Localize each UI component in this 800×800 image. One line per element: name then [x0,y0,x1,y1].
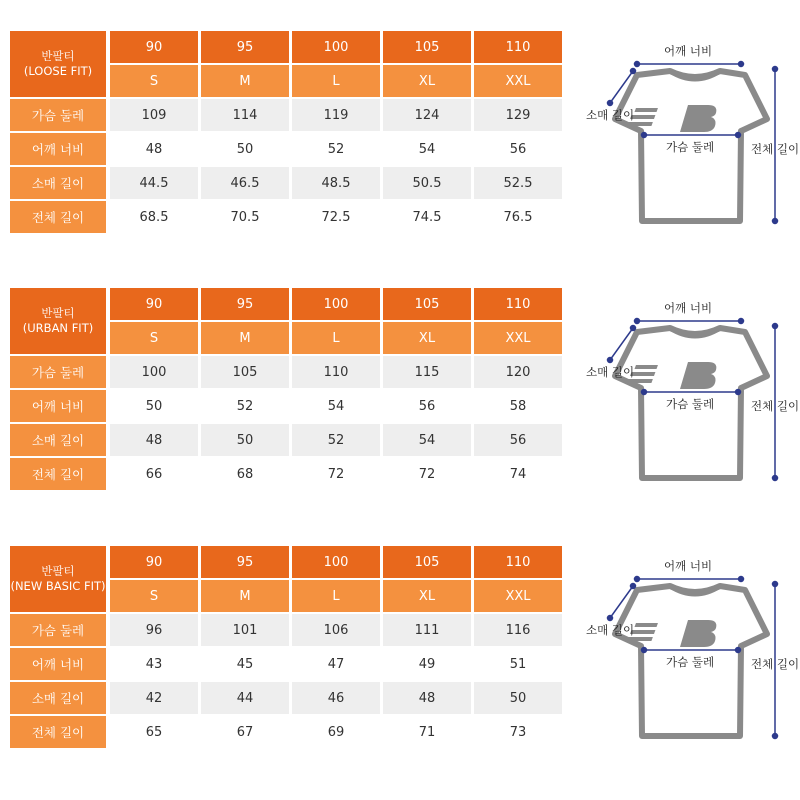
measurement-value: 110 [292,356,380,388]
sleeve-length-label: 소매 길이 [586,365,635,379]
measurement-value: 73 [474,716,562,748]
measurement-value: 74.5 [383,201,471,233]
measurement-label: 가슴 둘레 [10,99,106,131]
size-number-header: 100 [292,288,380,320]
size-table [10,546,562,752]
tshirt-diagram [580,31,800,241]
size-number-header: 95 [201,546,289,578]
measurement-value: 100 [110,356,198,388]
shoulder-width-label: 어깨 너비 [664,301,713,315]
measurement-value: 71 [383,716,471,748]
size-letter-header: S [110,65,198,97]
measurement-value: 58 [474,390,562,422]
measurement-value: 46 [292,682,380,714]
measurement-value: 49 [383,648,471,680]
chest-circumference-label: 가슴 둘레 [666,655,715,669]
measurement-value: 106 [292,614,380,646]
measurement-value: 111 [383,614,471,646]
size-table [10,31,562,237]
measurement-label: 어깨 너비 [10,390,106,422]
size-number-header: 105 [383,546,471,578]
measurement-label: 가슴 둘레 [10,356,106,388]
measurement-value: 52 [292,424,380,456]
size-letter-header: XL [383,65,471,97]
measurement-value: 50.5 [383,167,471,199]
shoulder-width-label: 어깨 너비 [664,559,713,573]
size-letter-header: S [110,322,198,354]
measurement-value: 115 [383,356,471,388]
measurement-value: 109 [110,99,198,131]
size-chart-2 [0,288,800,498]
fit-title-name: 반팔티 [41,49,75,63]
measurement-value: 67 [201,716,289,748]
size-letter-header: M [201,65,289,97]
measurement-value: 50 [474,682,562,714]
measurement-value: 124 [383,99,471,131]
measurement-label: 소매 길이 [10,167,106,199]
measurement-value: 48 [383,682,471,714]
measurement-label: 소매 길이 [10,424,106,456]
total-length-label: 전체 길이 [751,657,800,671]
size-letter-header: L [292,322,380,354]
sleeve-length-label: 소매 길이 [586,108,635,122]
measurement-value: 114 [201,99,289,131]
chest-circumference-label: 가슴 둘레 [666,397,715,411]
measurement-value: 54 [383,424,471,456]
measurement-value: 74 [474,458,562,490]
size-chart-1 [0,31,800,241]
size-number-header: 110 [474,546,562,578]
measurement-value: 72.5 [292,201,380,233]
shoulder-width-label: 어깨 너비 [664,44,713,58]
measurement-value: 47 [292,648,380,680]
total-length-label: 전체 길이 [751,142,800,156]
measurement-value: 48 [110,424,198,456]
size-number-header: 105 [383,31,471,63]
size-letter-header: XL [383,580,471,612]
size-letter-header: S [110,580,198,612]
size-number-header: 95 [201,288,289,320]
measurement-value: 42 [110,682,198,714]
measurement-value: 56 [474,133,562,165]
measurement-value: 116 [474,614,562,646]
measurement-value: 120 [474,356,562,388]
measurement-value: 50 [201,133,289,165]
measurement-value: 70.5 [201,201,289,233]
tshirt-outline-icon [580,546,800,756]
size-number-header: 90 [110,288,198,320]
total-length-label: 전체 길이 [751,399,800,413]
measurement-label: 전체 길이 [10,201,106,233]
measurement-label: 어깨 너비 [10,648,106,680]
measurement-value: 50 [110,390,198,422]
fit-title [10,31,106,97]
measurement-label: 소매 길이 [10,682,106,714]
measurement-value: 96 [110,614,198,646]
measurement-value: 54 [383,133,471,165]
measurement-value: 69 [292,716,380,748]
measurement-value: 68.5 [110,201,198,233]
tshirt-diagram [580,288,800,498]
size-number-header: 110 [474,288,562,320]
measurement-value: 66 [110,458,198,490]
measurement-value: 44.5 [110,167,198,199]
measurement-value: 52 [201,390,289,422]
measurement-value: 46.5 [201,167,289,199]
measurement-value: 52 [292,133,380,165]
measurement-value: 48.5 [292,167,380,199]
measurement-value: 48 [110,133,198,165]
size-letter-header: XXL [474,65,562,97]
fit-title-name: 반팔티 [41,564,75,578]
measurement-value: 119 [292,99,380,131]
tshirt-outline-icon [580,288,800,498]
measurement-value: 45 [201,648,289,680]
measurement-value: 129 [474,99,562,131]
size-number-header: 90 [110,31,198,63]
size-number-header: 95 [201,31,289,63]
size-letter-header: L [292,580,380,612]
measurement-value: 68 [201,458,289,490]
chest-circumference-label: 가슴 둘레 [666,140,715,154]
measurement-label: 전체 길이 [10,458,106,490]
fit-title-variant: (URBAN FIT) [22,321,94,335]
measurement-value: 72 [292,458,380,490]
measurement-value: 56 [383,390,471,422]
tshirt-outline-icon [580,31,800,241]
size-number-header: 105 [383,288,471,320]
size-table [10,288,562,494]
measurement-value: 76.5 [474,201,562,233]
measurement-value: 54 [292,390,380,422]
size-chart-3 [0,546,800,756]
fit-title-name: 반팔티 [41,306,75,320]
fit-title-variant: (NEW BASIC FIT) [10,579,106,593]
fit-title [10,546,106,612]
fit-title-variant: (LOOSE FIT) [23,64,93,78]
fit-title [10,288,106,354]
tshirt-diagram [580,546,800,756]
size-letter-header: M [201,580,289,612]
size-number-header: 100 [292,31,380,63]
size-letter-header: L [292,65,380,97]
size-letter-header: XXL [474,580,562,612]
measurement-value: 72 [383,458,471,490]
measurement-value: 101 [201,614,289,646]
measurement-value: 50 [201,424,289,456]
size-number-header: 100 [292,546,380,578]
measurement-value: 44 [201,682,289,714]
sleeve-length-label: 소매 길이 [586,623,635,637]
size-letter-header: XXL [474,322,562,354]
size-number-header: 110 [474,31,562,63]
measurement-label: 가슴 둘레 [10,614,106,646]
size-number-header: 90 [110,546,198,578]
measurement-value: 105 [201,356,289,388]
measurement-value: 56 [474,424,562,456]
measurement-label: 어깨 너비 [10,133,106,165]
measurement-value: 43 [110,648,198,680]
measurement-value: 51 [474,648,562,680]
measurement-value: 52.5 [474,167,562,199]
measurement-value: 65 [110,716,198,748]
size-letter-header: M [201,322,289,354]
measurement-label: 전체 길이 [10,716,106,748]
size-letter-header: XL [383,322,471,354]
